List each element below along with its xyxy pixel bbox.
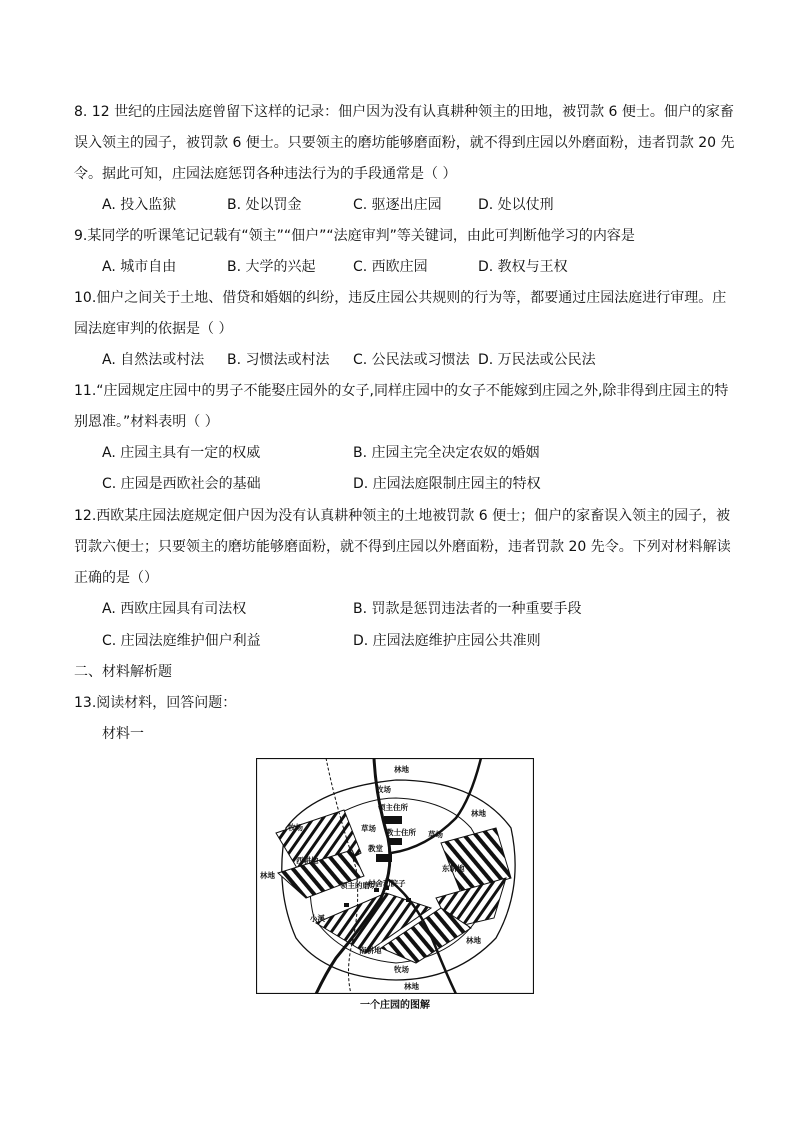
q9-option-a: A. 城市自由 xyxy=(102,259,177,275)
q8-line2: 误入领主的园子，被罚款 6 便士。只要领主的磨坊能够磨面粉，就不得到庄园以外磨面粉，违者罚款 20 先 xyxy=(74,135,735,151)
q8-option-a: A. 投入监狱 xyxy=(102,197,177,213)
label-priest-house: 教士住所 xyxy=(386,828,416,837)
q12-line2: 罚款六便士；只要领主的磨坊能够磨面粉，就不得到庄园以外磨面粉，违者罚款 20 先令。下列对材料解读 xyxy=(74,539,731,555)
q8-line1: 8. 12 世纪的庄园法庭曾留下这样的记录：佃户因为没有认真耕种领主的田地，被罚款 6 便士。佃户的家畜 xyxy=(74,104,734,120)
lord-house xyxy=(384,816,402,824)
q11-option-a: A. 庄园主具有一定的权威 xyxy=(102,445,261,461)
q11-option-d: D. 庄园法庭限制庄园主的特权 xyxy=(353,476,541,492)
label-meadow-right: 草场 xyxy=(428,830,443,839)
q10-line2: 园法庭审判的依据是（ ） xyxy=(74,321,233,337)
q11-line2: 别恩准。”材料表明（ ） xyxy=(74,414,219,430)
q11-line1: 11.“庄园规定庄园中的男子不能娶庄园外的女子,同样庄园中的女子不能嫁到庄园之外,除非得到庄园主的特 xyxy=(74,383,729,399)
figure-caption: 一个庄园的图解 xyxy=(360,1000,430,1011)
q10-line1: 10.佃户之间关于土地、借贷和婚姻的纠纷，违反庄园公共规则的行为等，都要通过庄园法庭进行审理。庄 xyxy=(74,290,727,306)
q9-option-d: D. 教权与王权 xyxy=(478,259,568,275)
q10-option-c: C. 公民法或习惯法 xyxy=(353,352,470,368)
label-forest-left: 林地 xyxy=(260,871,275,880)
label-forest-right: 林地 xyxy=(471,809,486,818)
label-meadow-left: 草场 xyxy=(361,824,376,833)
q13-line1: 13.阅读材料，回答问题： xyxy=(74,695,237,711)
q9-line1: 9.某同学的听课笔记记载有“领主”“佃户”“法庭审判”等关键词，由此可判断他学习的内容是 xyxy=(74,228,635,244)
label-forest-bottom: 林地 xyxy=(404,982,419,991)
q12-option-d: D. 庄园法庭维护庄园公共准则 xyxy=(353,633,541,649)
q8-option-b: B. 处以罚金 xyxy=(227,197,302,213)
label-pasture-left: 牧场 xyxy=(288,823,303,832)
label-west-field: 西耕地 xyxy=(296,856,319,865)
label-forest-right2: 林地 xyxy=(466,936,481,945)
q12-option-c: C. 庄园法庭维护佃户利益 xyxy=(102,633,261,649)
label-mill: 领主的磨坊 xyxy=(340,881,378,890)
label-pasture-top: 牧场 xyxy=(376,785,391,794)
q11-option-c: C. 庄园是西欧社会的基础 xyxy=(102,476,261,492)
q12-line1: 12.西欧某庄园法庭规定佃户因为没有认真耕种领主的土地被罚款 6 便士；佃户的家畜误入领主的园子，被 xyxy=(74,508,731,524)
label-village: 村舍和院子 xyxy=(368,879,406,888)
q8-option-c: C. 驱逐出庄园 xyxy=(353,197,442,213)
section-heading: 二、材料解析题 xyxy=(74,664,172,680)
q10-option-a: A. 自然法或村法 xyxy=(102,352,205,368)
label-church: 教堂 xyxy=(368,844,383,853)
label-stream: 小溪 xyxy=(310,914,325,923)
q8-option-d: D. 处以仗刑 xyxy=(478,197,554,213)
label-east-field: 东耕地 xyxy=(442,864,465,873)
q10-option-d: D. 万民法或公民法 xyxy=(478,352,596,368)
q9-option-c: C. 西欧庄园 xyxy=(353,259,428,275)
q11-option-b: B. 庄园主完全决定农奴的婚姻 xyxy=(353,445,540,461)
q12-option-a: A. 西欧庄园具有司法权 xyxy=(102,601,247,617)
label-lord-house: 领主住所 xyxy=(378,803,408,812)
q9-option-b: B. 大学的兴起 xyxy=(227,259,316,275)
q13-material-label: 材料一 xyxy=(102,726,144,742)
q12-line3: 正确的是（） xyxy=(74,570,158,586)
manor-diagram xyxy=(256,758,534,994)
label-south-field: 南耕地 xyxy=(359,946,382,955)
label-pasture-bottom: 牧场 xyxy=(394,965,409,974)
q10-option-b: B. 习惯法或村法 xyxy=(227,352,330,368)
label-forest-top: 林地 xyxy=(394,765,409,774)
q8-line3: 令。据此可知，庄园法庭惩罚各种违法行为的手段通常是（ ） xyxy=(74,166,457,182)
priest-house xyxy=(388,838,402,845)
church xyxy=(376,854,392,862)
q12-option-b: B. 罚款是惩罚违法者的一种重要手段 xyxy=(353,601,582,617)
mill xyxy=(344,903,349,907)
